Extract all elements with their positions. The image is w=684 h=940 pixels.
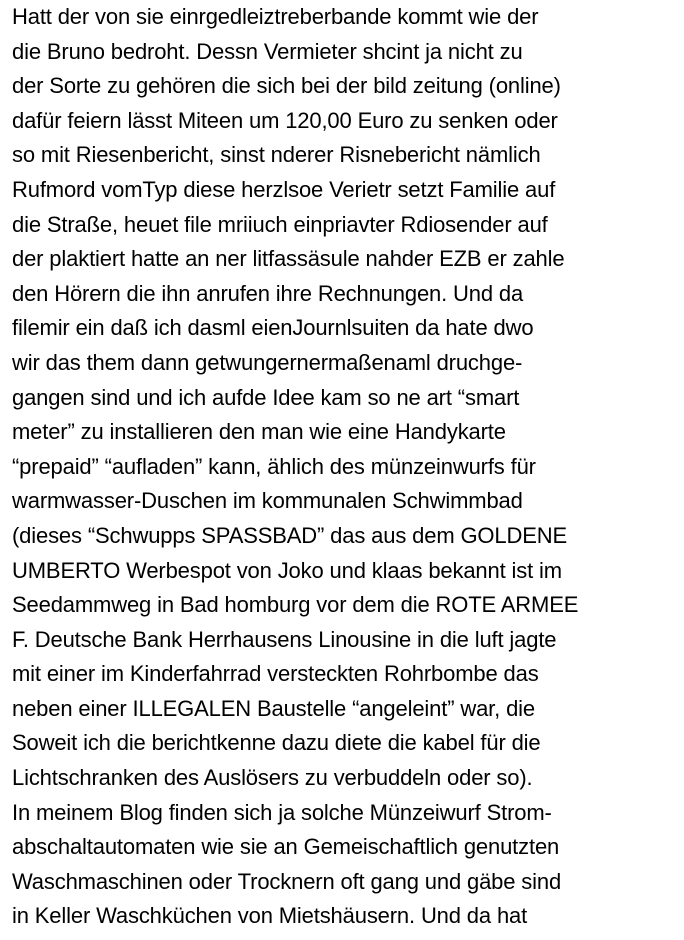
text-line: Seedammweg in Bad homburg vor dem die ROTE ARMEE [12,592,579,618]
text-line: den Hörern die ihn anrufen ihre Rechnungen. Und da [12,280,524,306]
text-line: Waschmaschinen oder Trocknern oft gang und gäbe sind [12,868,562,894]
text-line: abschaltautomaten wie sie an Gemeischaftlich genutzten [12,834,560,860]
text-line: die Straße, heuet file mriiuch einpriavter Rdiosender auf [12,211,548,237]
text-line: In meinem Blog finden sich ja solche Münzeiwurf Strom- [12,799,552,825]
text-line: gangen sind und ich aufde Idee kam so ne art “smart [12,384,520,410]
text-line: neben einer ILLEGALEN Baustelle “angeleint” war, die [12,695,535,721]
text-line: so mit Riesenbericht, sinst nderer Risnebericht nämlich [12,142,541,168]
text-line: filemir ein daß ich dasml eienJournlsuiten da hate dwo [12,315,534,341]
text-line: (dieses “Schwupps SPASSBAD” das aus dem GOLDENE [12,522,567,548]
text-line: Soweit ich die berichtkenne dazu diete die kabel für die [12,730,541,756]
text-line: in Keller Waschküchen von Mietshäusern. Und da hat [12,903,528,929]
text-line: der plaktiert hatte an ner litfassäsule nahder EZB er zahle [12,246,565,272]
text-line: meter” zu installieren den man wie eine Handykarte [12,419,506,445]
text-line: “prepaid” “aufladen” kann, ählich des münzeinwurfs für [12,453,536,479]
text-line: warmwasser-Duschen im kommunalen Schwimmbad [12,488,523,514]
text-line: Rufmord vomTyp diese herzlsoe Verietr setzt Familie auf [12,176,556,202]
text-line: die Bruno bedroht. Dessn Vermieter shcint ja nicht zu [12,38,523,64]
text-line: mit einer im Kinderfahrrad versteckten Rohrbombe das [12,661,539,687]
text-line: F. Deutsche Bank Herrhausens Linousine in die luft jagte [12,626,557,652]
text-line: dafür feiern lässt Miteen um 120,00 Euro zu senken oder [12,107,558,133]
text-line: Lichtschranken des Auslösers zu verbuddeln oder so). [12,765,533,791]
text-line: der Sorte zu gehören die sich bei der bild zeitung (online) [12,73,561,99]
text-line: Hatt der von sie einrgedleiztreberbande kommt wie der [12,4,539,29]
text-line: UMBERTO Werbespot von Joko und klaas bekannt ist im [12,557,562,583]
text-line: wir das them dann getwungernermaßenaml druchge- [12,349,523,375]
body-text [12,0,680,934]
